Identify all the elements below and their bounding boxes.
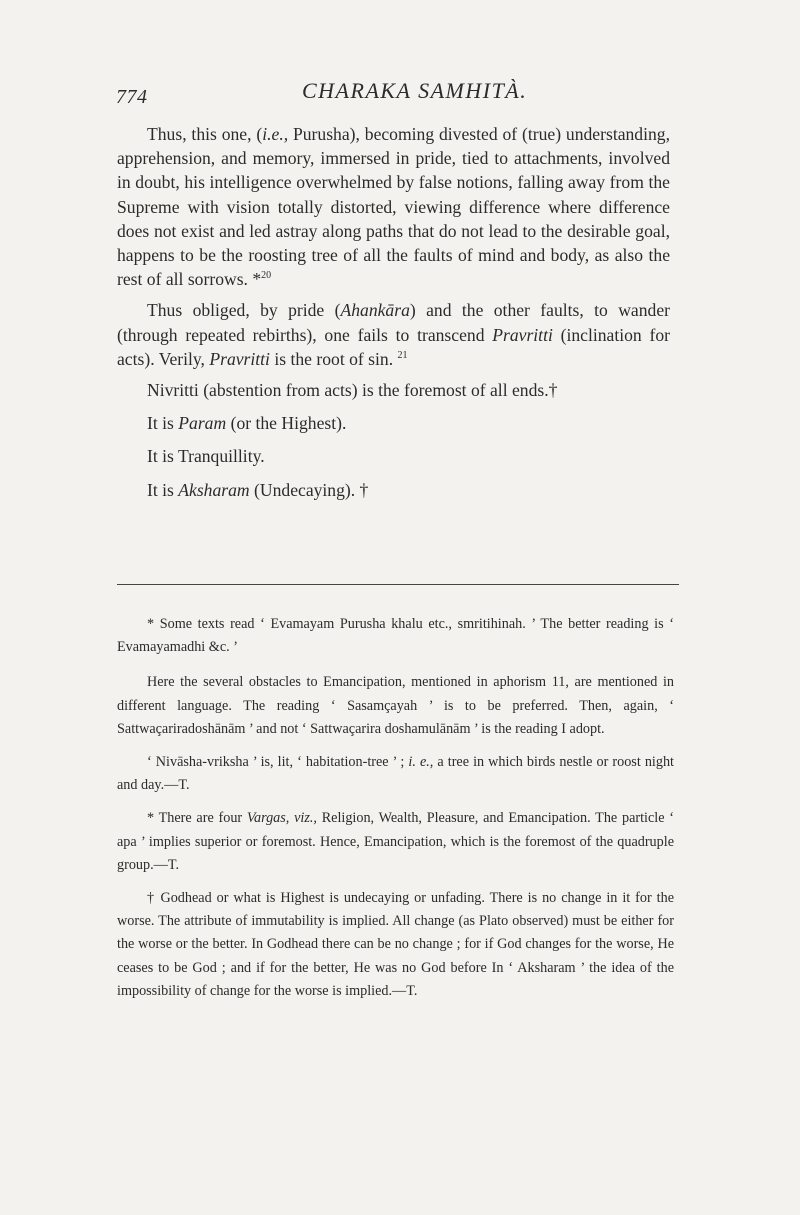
paragraph-purusha [117, 122, 670, 291]
page-number: 774 [116, 86, 148, 108]
text-run: * There are four [147, 810, 247, 827]
text-run: It is [147, 413, 179, 434]
footnote-marker: 20 [261, 270, 272, 282]
text-run: Religion, Wealth, Pleasure, and Emancipation. The particle ‘ apa ’ implies superior or foremost. Hence, Emancipation, which is the foremost of the quadruple group.—T. [117, 810, 674, 873]
line-nivritti: Nivritti (abstention from acts) is the foremost of all ends.† [147, 380, 558, 401]
text-run: Thus, this one, ( [147, 124, 263, 144]
text-run: ‘ Nivāsha-vriksha ’ is, lit, ‘ habitation-tree ’ ; [147, 754, 409, 771]
text-run: Thus obliged, by pride ( [147, 300, 341, 321]
footnote-godhead: † Godhead or what is Highest is undecaying or unfading. There is no change in it for the worse. The attribute of immutability is implied. All change (as Plato observed) must be either for the worse or the better. In Godhead there can be no change ; for if God changes for the worse, He ceases to be God ; and if for the better, He was no God before In ‘ Aksharam ’ the idea of the impossibility of change for the worse is implied.—T. [117, 890, 674, 999]
text-run: Purusha), becoming divested of (true) understanding, apprehension, and memory, immersed in pride, tied to attachments, involved in doubt, his intelligence overwhelmed by false notions, falling away from the Supreme with vision totally distorted, viewing difference where difference does not exist and led astray along paths that do not lead to the desirable goal, happens to be the roosting tree of all the faults of mind and body, as also the rest of all sorrows. * [117, 124, 670, 290]
text-run: ) and the other faults, to wander (through repeated rebirths), one fails to transcend [117, 300, 670, 345]
italic-run: Pravritti [492, 324, 553, 345]
text-run: a tree in which birds nestle or roost night and day.—T. [117, 754, 674, 794]
page-header [116, 78, 680, 108]
italic-run: i.e., [262, 124, 289, 144]
text-run: (inclination for acts). Verily, [117, 324, 670, 369]
line-param [117, 411, 670, 435]
text-run: is the root of sin. [269, 348, 398, 369]
footnote-vargas [117, 807, 674, 877]
italic-run: Aksharam [178, 479, 250, 500]
text-run: (or the Highest). [226, 413, 347, 434]
footnote-divider [117, 584, 679, 585]
line-tranquillity: It is Tranquillity. [147, 446, 265, 467]
main-text [117, 122, 670, 502]
text-run: (Undecaying). † [249, 479, 369, 500]
italic-run: Pravritti [209, 348, 270, 369]
text-run: It is [147, 479, 179, 500]
footnote-obstacles: Here the several obstacles to Emancipation, mentioned in aphorism 11, are mentioned in different language. The reading ‘ Sasamçayah ’ is to be preferred. Then, again, ‘ Sattwaçariradoshānām ’ and not ‘ Sattwaçarira doshamulānām ’ is the reading I adopt. [117, 674, 674, 737]
footnote-texts-read: * Some texts read ‘ Evamayam Purusha khalu etc., smritihinah. ’ The better reading is ‘ Evamayamadhi &c. ’ [117, 616, 674, 656]
line-aksharam [117, 478, 670, 502]
italic-run: Param [178, 413, 227, 434]
footnote-marker: 21 [397, 349, 408, 361]
italic-run: i. e., [408, 754, 434, 771]
italic-run: Vargas, viz., [246, 810, 317, 827]
footnotes [117, 613, 674, 1015]
footnote-nivasha [117, 751, 674, 797]
italic-run: Ahankāra [340, 300, 410, 321]
paragraph-pravritti [117, 298, 670, 371]
running-title: CHARAKA SAMHITÀ. [302, 78, 528, 103]
